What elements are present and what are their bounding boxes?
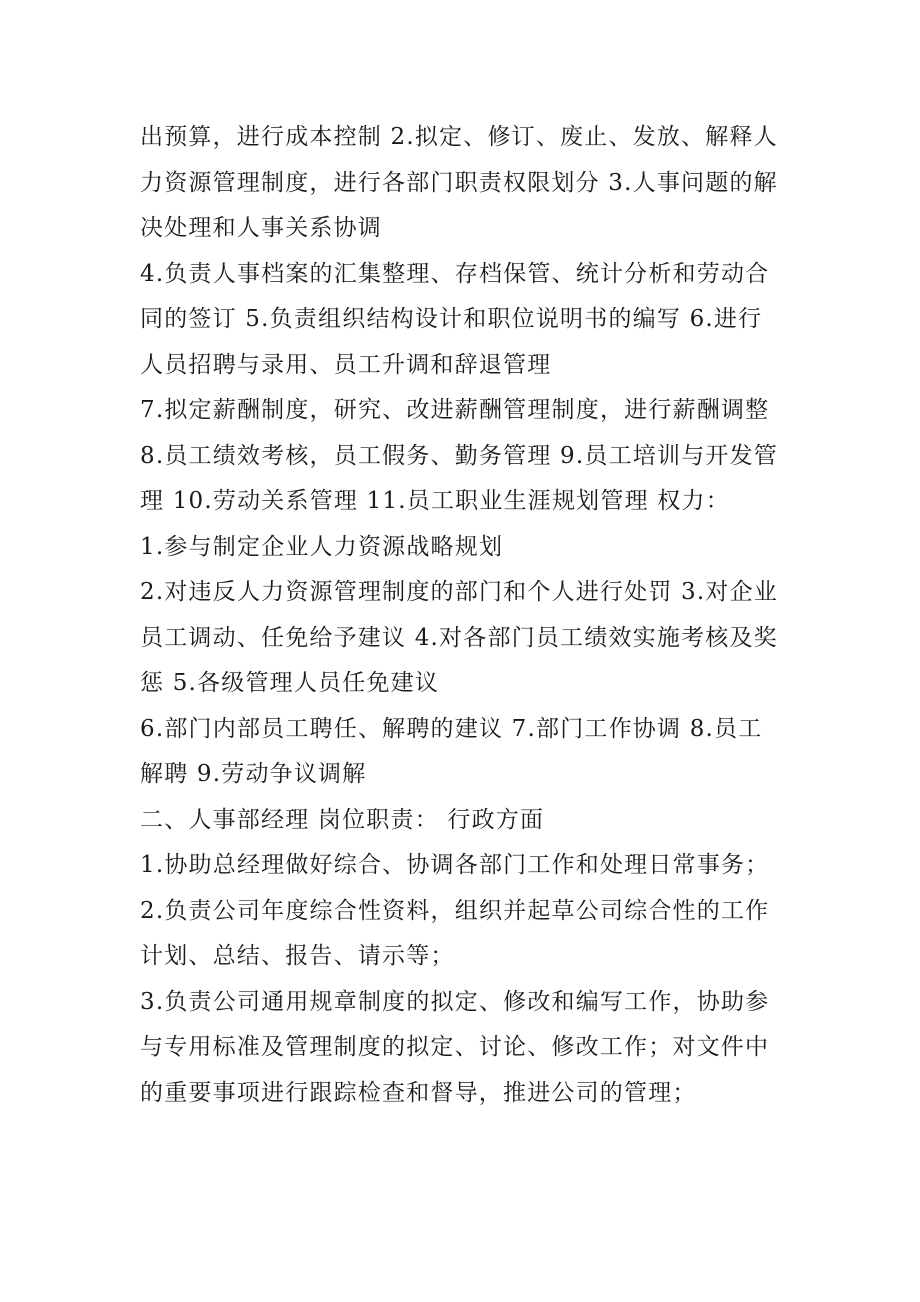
paragraph: 2.负责公司年度综合性资料，组织并起草公司综合性的工作计划、总结、报告、请示等；	[140, 897, 770, 969]
paragraph: 出预算，进行成本控制 2.拟定、修订、废止、发放、解释人力资源管理制度，进行各部门职责权限划分 3.人事问题的解决处理和人事关系协调	[140, 124, 778, 241]
paragraph: 3.负责公司通用规章制度的拟定、修改和编写工作，协助参与专用标准及管理制度的拟定、讨论、修改工作；对文件中的重要事项进行跟踪检查和督导，推进公司的管理；	[140, 988, 770, 1106]
paragraph: 1.协助总经理做好综合、协调各部门工作和处理日常事务；	[140, 852, 770, 878]
paragraph: 4.负责人事档案的汇集整理、存档保管、统计分析和劳动合同的签订 5.负责组织结构设计和职位说明书的编写 6.进行人员招聘与录用、员工升调和辞退管理	[140, 260, 770, 378]
paragraph: 1.参与制定企业人力资源战略规划	[140, 533, 504, 560]
document-body	[140, 115, 785, 1116]
section-heading: 二、人事部经理 岗位职责： 行政方面	[140, 806, 545, 833]
paragraph: 6.部门内部员工聘任、解聘的建议 7.部门工作协调 8.员工解聘 9.劳动争议调解	[140, 715, 763, 787]
paragraph: 7.拟定薪酬制度，研究、改进薪酬管理制度，进行薪酬调整 8.员工绩效考核，员工假务、勤务管理 9.员工培训与开发管理 10.劳动关系管理 11.员工职业生涯规划管理 权力：	[140, 397, 778, 514]
paragraph: 2.对违反人力资源管理制度的部门和个人进行处罚 3.对企业员工调动、任免给予建议 4.对各部门员工绩效实施考核及奖惩 5.各级管理人员任免建议	[140, 579, 778, 696]
